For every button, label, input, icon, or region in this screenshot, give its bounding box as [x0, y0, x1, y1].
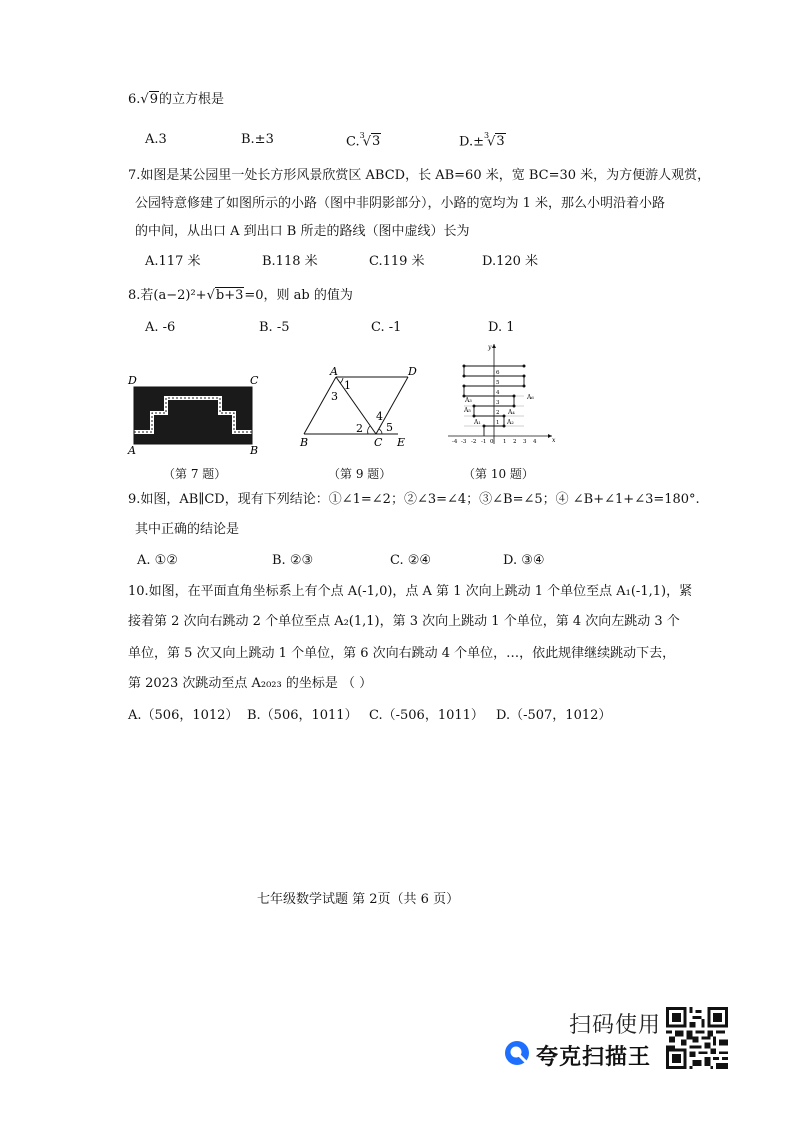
- fig10-tick-x: 1: [503, 439, 507, 445]
- q7-line-3: 的中间，从出口 A 到出口 B 所走的路线（图中虚线）长为: [135, 224, 470, 239]
- fig9-label-c: C: [374, 436, 383, 449]
- q10-option-a[interactable]: A.（506，1012）: [128, 708, 239, 723]
- q7-option-c[interactable]: C.119 米: [369, 254, 425, 269]
- figure-10: [446, 340, 558, 448]
- q7-line-2: 公园特意修建了如图所示的小路（图中非阴影部分），小路的宽均为 1 米，那么小明沿着小路: [135, 196, 666, 211]
- q10-option-d[interactable]: D.（-507，1012）: [496, 708, 612, 723]
- q6-stem: [128, 92, 224, 108]
- fig10-point-a2: A₂: [507, 419, 514, 426]
- fig10-tick-y: 5: [496, 380, 500, 386]
- fig10-tick-x: -3: [461, 439, 467, 445]
- q6-option-c[interactable]: C.$^3$√3: [346, 131, 381, 150]
- fig9-caption: （第 9 题）: [328, 467, 392, 481]
- fig9-angle-4: 4: [376, 410, 383, 423]
- qr-code-icon[interactable]: [666, 1007, 728, 1069]
- fig7-label-b: B: [250, 444, 259, 456]
- q6-radical: √9: [140, 92, 158, 107]
- q10-line-4: 第 2023 次跳动至点 A₂₀₂₃ 的坐标是 （ ）: [128, 676, 373, 691]
- fig7-label-c: C: [250, 374, 259, 387]
- q8-option-a[interactable]: A. -6: [145, 320, 176, 335]
- fig10-point-a5: A₅: [464, 407, 471, 414]
- fig10-tick-x: 4: [533, 439, 537, 445]
- q6-option-a[interactable]: A.3: [145, 132, 167, 147]
- q7-option-d[interactable]: D.120 米: [482, 254, 539, 269]
- quark-logo-icon: [504, 1040, 530, 1066]
- fig10-tick-x: -4: [452, 439, 458, 445]
- q9-option-b[interactable]: B. ②③: [272, 553, 314, 568]
- q8-option-c[interactable]: C. -1: [371, 320, 402, 335]
- q7-option-b[interactable]: B.118 米: [262, 254, 318, 269]
- watermark-scan-text: 扫码使用: [569, 1013, 662, 1038]
- fig7-caption: （第 7 题）: [163, 467, 227, 481]
- fig10-tick-x: 3: [523, 439, 527, 445]
- q6-option-d[interactable]: D.±$^3$√3: [459, 131, 505, 150]
- q10-option-c[interactable]: C.（-506，1011）: [369, 708, 484, 723]
- fig10-tick-y: 6: [496, 370, 500, 376]
- fig10-point-a4: A₄: [508, 409, 515, 416]
- fig10-tick-x: 2: [513, 439, 517, 445]
- figure-9: [296, 362, 426, 452]
- q6-option-b[interactable]: B.±3: [241, 132, 274, 147]
- fig10-tick-x: 0: [490, 439, 494, 445]
- q9-option-c[interactable]: C. ②④: [390, 553, 432, 568]
- fig10-axis-x: x: [552, 437, 556, 444]
- fig9-label-a: A: [330, 365, 338, 378]
- q10-line-3: 单位，第 5 次又向上跳动 1 个单位，第 6 次向右跳动 4 个单位，…，依此规律继续跳动下去，: [128, 646, 676, 661]
- fig10-axis-y: y: [488, 344, 492, 351]
- q8-radical: √b+3: [206, 288, 244, 303]
- fig10-caption: （第 10 题）: [463, 467, 534, 481]
- fig10-point-a6: A₆: [527, 394, 534, 401]
- fig9-angle-5: 5: [386, 421, 393, 434]
- q10-option-b[interactable]: B.（506，1011）: [247, 708, 358, 723]
- fig9-label-d: D: [408, 365, 417, 378]
- figure-7: [124, 370, 264, 456]
- fig10-tick-y: 4: [496, 390, 500, 396]
- q8-stem: 8.若(a−2)²+√b+3=0，则 ab 的值为: [128, 288, 353, 303]
- q7-line-1: 7.如图是某公园里一处长方形风景欣赏区 ABCD，长 AB=60 米，宽 BC=30 米，为方便游人观赏，: [128, 168, 711, 183]
- fig10-tick-x: -1: [481, 439, 487, 445]
- fig9-angle-2: 2: [356, 422, 363, 435]
- fig10-tick-y: 3: [496, 400, 500, 406]
- fig9-label-e: E: [397, 436, 406, 449]
- q7-option-a[interactable]: A.117 米: [145, 254, 201, 269]
- fig9-angle-1: 1: [344, 379, 351, 392]
- q9-line-2: 其中正确的结论是: [135, 522, 240, 537]
- page-footer: 七年级数学试题 第 2页（共 6 页）: [257, 892, 460, 907]
- q9-option-d[interactable]: D. ③④: [503, 553, 545, 568]
- fig10-tick-y: 2: [496, 410, 500, 416]
- fig10-tick-x: -2: [471, 439, 477, 445]
- fig7-label-a: A: [128, 444, 136, 456]
- fig7-label-d: D: [128, 374, 137, 387]
- fig10-point-a1: A₁: [474, 419, 481, 426]
- q6-number: 6.: [128, 92, 141, 107]
- q9-line-1: 9.如图，AB∥CD，现有下列结论：①∠1=∠2；②∠3=∠4；③∠B=∠5；④ ∠B+∠1+∠3=180°.: [128, 492, 700, 507]
- q10-line-1: 10.如图，在平面直角坐标系上有个点 A(-1,0)，点 A 第 1 次向上跳动 1 个单位至点 A₁(-1,1)，紧: [128, 584, 693, 599]
- fig9-label-b: B: [300, 436, 309, 449]
- fig9-angle-3: 3: [331, 390, 338, 403]
- q8-option-d[interactable]: D. 1: [488, 320, 515, 335]
- q8-option-b[interactable]: B. -5: [259, 320, 290, 335]
- q10-line-2: 接着第 2 次向右跳动 2 个单位至点 A₂(1,1)，第 3 次向上跳动 1 个单位，第 4 次向左跳动 3 个: [128, 614, 680, 629]
- fig10-point-a3: A₃: [465, 397, 472, 404]
- q6-text: 的立方根是: [158, 92, 224, 107]
- q9-option-a[interactable]: A. ①②: [137, 553, 178, 568]
- watermark-brand: 夸克扫描王: [536, 1045, 652, 1070]
- fig10-tick-y: 1: [496, 420, 500, 426]
